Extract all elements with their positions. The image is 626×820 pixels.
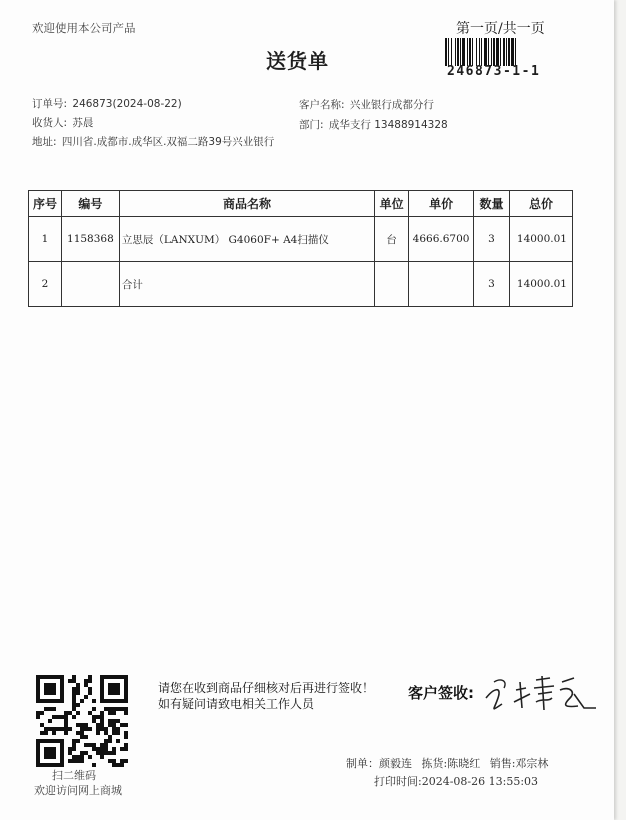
receiver-field	[32, 115, 93, 130]
items-table	[28, 190, 573, 307]
cell-unit	[375, 262, 409, 307]
cell-quantity: 3	[474, 262, 510, 307]
signature-icon	[480, 668, 600, 716]
cell-unit-price	[409, 262, 474, 307]
table-row	[29, 217, 573, 262]
barcode-number: 246873-1-1	[447, 64, 541, 79]
page-title: 送货单	[266, 49, 329, 73]
header-product-name: 商品名称	[119, 191, 374, 217]
header-total: 总价	[509, 191, 572, 217]
welcome-text: 欢迎使用本公司产品	[32, 21, 136, 35]
cell-product-name: 合计	[119, 262, 374, 307]
address-value: 四川省.成都市.成华区.双福二路39号兴业银行	[61, 136, 275, 148]
department-field	[299, 117, 448, 132]
cell-index: 2	[29, 262, 62, 307]
customer-sign-label: 客户签收:	[408, 684, 474, 702]
table-row	[29, 262, 573, 307]
receiver-value: 苏晨	[72, 117, 94, 129]
header-unit: 单位	[375, 191, 409, 217]
page-number: 第一页/共一页	[456, 21, 545, 37]
header-code: 编号	[61, 191, 119, 217]
address-field	[32, 134, 274, 149]
cell-quantity: 3	[474, 217, 510, 262]
customer-name-field	[299, 97, 434, 112]
header-unit-price: 单价	[409, 191, 474, 217]
address-label: 地址:	[32, 136, 57, 148]
header-quantity: 数量	[474, 191, 510, 217]
cell-total: 14000.01	[509, 217, 572, 262]
department-value: 成华支行 13488914328	[328, 119, 448, 131]
cell-unit-price: 4666.6700	[409, 217, 474, 262]
cell-index: 1	[29, 217, 62, 262]
qr-label: 扫二维码	[52, 769, 96, 782]
customer-name-value: 兴业银行成都分行	[349, 99, 434, 111]
staff-line	[346, 755, 554, 771]
order-number-label: 订单号:	[32, 98, 68, 110]
maker-text: 制单：颜毅连	[346, 757, 412, 770]
receiver-label: 收货人:	[32, 117, 68, 129]
picker-text: 拣货:陈晓红	[421, 757, 481, 770]
cell-unit: 台	[375, 217, 409, 262]
qr-subtitle: 欢迎访问网上商城	[34, 784, 122, 797]
qr-code-icon	[36, 675, 128, 767]
sales-text: 销售:邓宗林	[489, 757, 549, 770]
print-time: 打印时间:2024-08-26 13:55:03	[374, 775, 539, 788]
cell-code: 1158368	[61, 217, 119, 262]
cell-total: 14000.01	[509, 262, 572, 307]
order-number-value: 246873(2024-08-22)	[72, 98, 182, 110]
cell-product-name: 立思辰（LANXUM） G4060F+ A4扫描仪	[119, 217, 374, 262]
sign-instructions: 请您在收到商品仔细核对后再进行签收！如有疑问请致电相关工作人员	[158, 681, 375, 711]
customer-name-label: 客户名称:	[299, 99, 345, 111]
cell-code	[61, 262, 119, 307]
order-number-field	[32, 96, 182, 111]
header-index: 序号	[29, 191, 62, 217]
table-header-row	[29, 191, 573, 217]
department-label: 部门:	[299, 119, 324, 131]
barcode-graphic	[445, 38, 555, 66]
